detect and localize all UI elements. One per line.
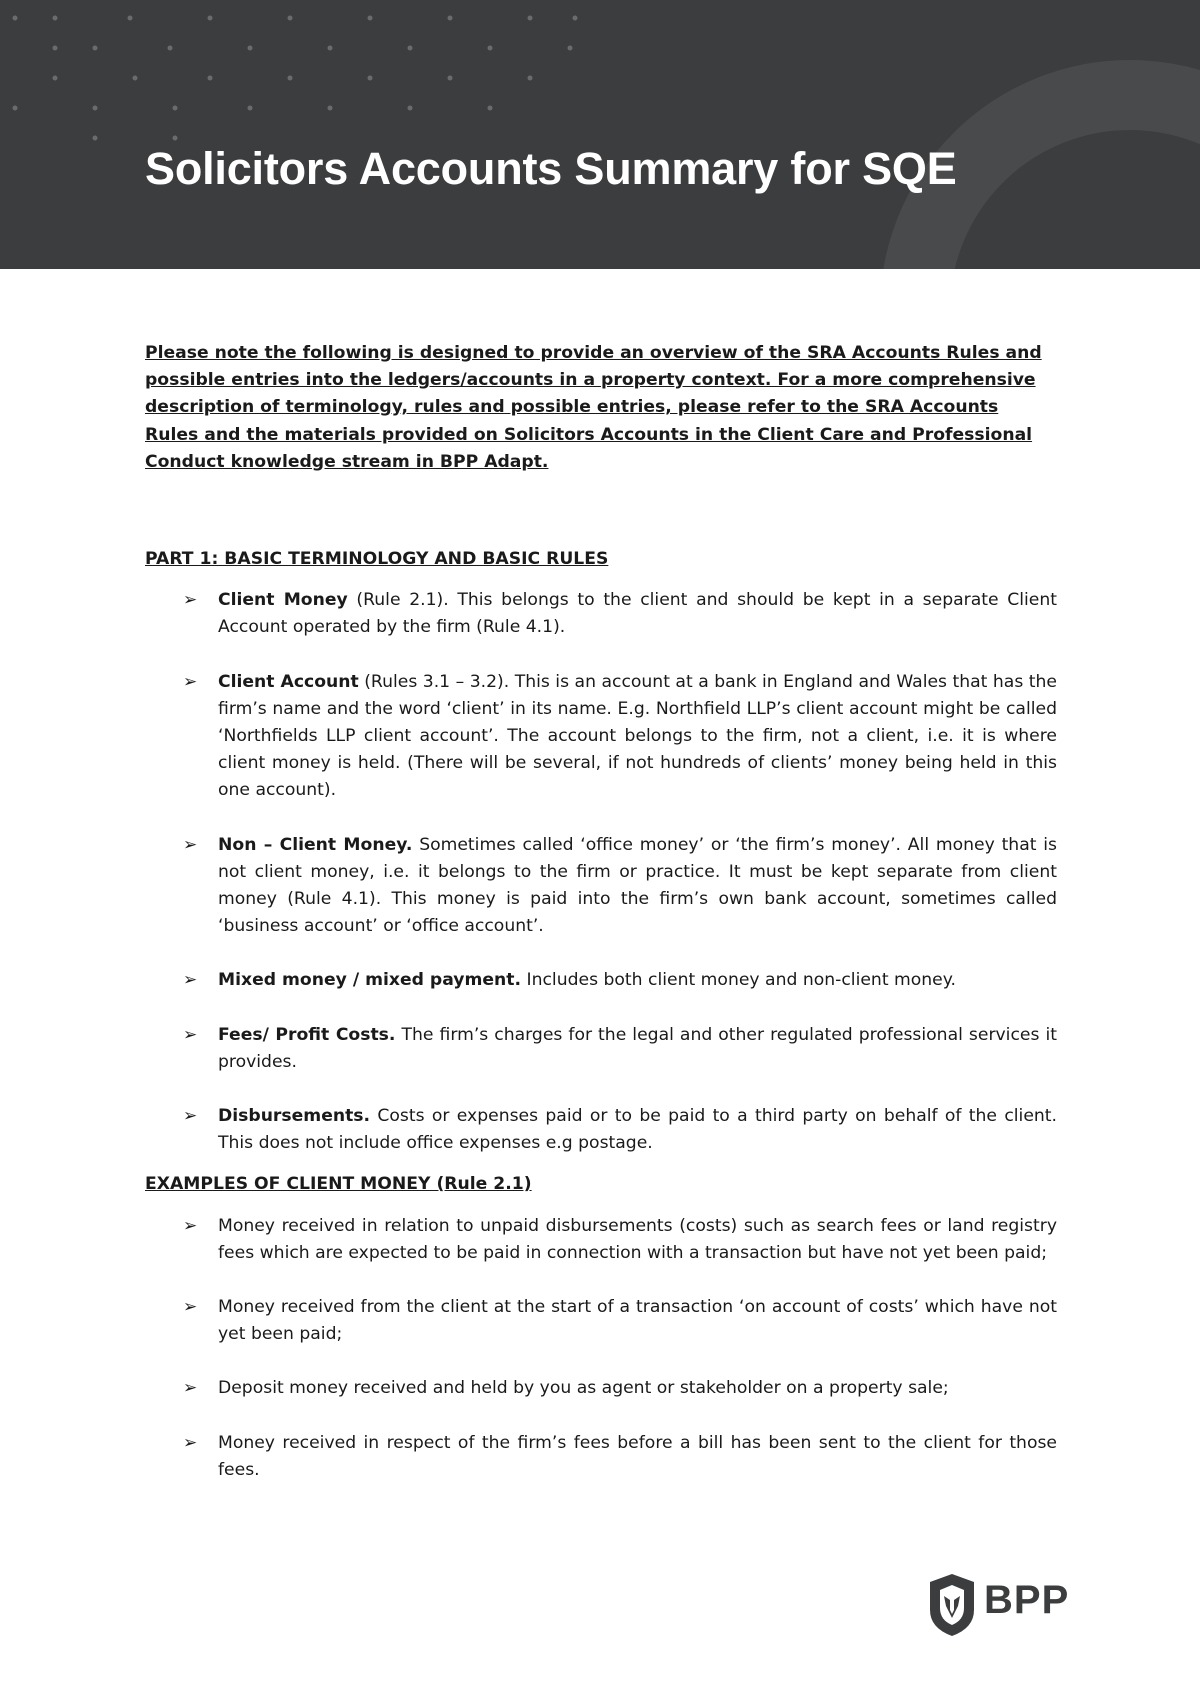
terminology-item	[145, 587, 1057, 641]
terminology-item	[145, 669, 1057, 805]
terminology-item	[145, 832, 1057, 941]
arrow-bullet-icon: ➢	[183, 1106, 198, 1127]
term-description: (Rule 2.1). This belongs to the client and should be kept in a separate Client Account operated by the firm (Rule 4.1).	[218, 590, 1057, 638]
term-label: Client Account	[218, 671, 359, 692]
arrow-bullet-icon: ➢	[183, 970, 198, 991]
term-label: Mixed money / mixed payment.	[218, 970, 522, 991]
term-description: (Rules 3.1 – 3.2). This is an account at a bank in England and Wales that has the firm’s name and the word ‘client’ in its name. E.g. Northfield LLP’s client account might be called ‘Northfields LLP client account’. The account belongs to the firm, not a client, i.e. it is where client money is held. (There will be several, if not hundreds of clients’ money being held in this one account).	[218, 671, 1057, 801]
term-label: Disbursements.	[218, 1106, 371, 1127]
example-item	[145, 1430, 1057, 1484]
terminology-item	[145, 1022, 1057, 1076]
arrow-bullet-icon: ➢	[183, 590, 198, 611]
intro-note: Please note the following is designed to provide an overview of the SRA Accounts Rules and possible entries into the ledgers/accounts in a property context. For a more comprehensive description of terminology, rules and possible entries, please refer to the SRA Accounts Rules and the materials provided on Solicitors Accounts in the Client Care and Professional Conduct knowledge stream in BPP Adapt.	[145, 343, 1042, 472]
dot-pattern-decoration	[0, 0, 600, 150]
arrow-bullet-icon: ➢	[183, 1432, 198, 1453]
terminology-item	[145, 1103, 1057, 1157]
example-item	[145, 1213, 1057, 1267]
arrow-bullet-icon: ➢	[183, 1024, 198, 1045]
term-label: Fees/ Profit Costs.	[218, 1024, 396, 1045]
part1-heading: PART 1: BASIC TERMINOLOGY AND BASIC RULES	[145, 549, 609, 570]
term-label: Client Money	[218, 590, 348, 611]
term-description: The firm’s charges for the legal and other regulated professional services it provides.	[218, 1024, 1057, 1072]
example-text: Money received in respect of the firm’s fees before a bill has been sent to the client for those fees.	[218, 1432, 1057, 1480]
example-text: Money received from the client at the start of a transaction ‘on account of costs’ which have not yet been paid;	[218, 1297, 1057, 1345]
term-description: Sometimes called ‘office money’ or ‘the firm’s money’. All money that is not client money, i.e. it belongs to the firm or practice. It must be kept separate from client money (Rule 4.1). This money is paid into the firm’s own bank account, sometimes called ‘business account’ or ‘office account’.	[218, 834, 1057, 937]
example-text: Money received in relation to unpaid disbursements (costs) such as search fees or land registry fees which are expected to be paid in connection with a transaction but have not yet been paid;	[218, 1215, 1057, 1263]
terminology-item	[145, 967, 1057, 994]
example-text: Deposit money received and held by you as agent or stakeholder on a property sale;	[218, 1378, 949, 1399]
term-description: Includes both client money and non-client money.	[521, 970, 956, 991]
header-banner	[0, 0, 1200, 269]
bpp-logo-text: BPP	[984, 1578, 1070, 1622]
examples-heading: EXAMPLES OF CLIENT MONEY (Rule 2.1)	[145, 1174, 532, 1195]
page-title: Solicitors Accounts Summary for SQE	[145, 143, 957, 194]
example-item	[145, 1294, 1057, 1348]
document-body	[145, 340, 1057, 1484]
arrow-bullet-icon: ➢	[183, 671, 198, 692]
examples-list	[145, 1213, 1057, 1484]
terminology-list	[145, 587, 1057, 1157]
arrow-bullet-icon: ➢	[183, 834, 198, 855]
example-item	[145, 1375, 1057, 1402]
term-description: Costs or expenses paid or to be paid to a third party on behalf of the client. This does not include office expenses e.g postage.	[218, 1106, 1057, 1154]
arrow-bullet-icon: ➢	[183, 1378, 198, 1399]
term-label: Non – Client Money.	[218, 834, 413, 855]
arrow-bullet-icon: ➢	[183, 1297, 198, 1318]
arrow-bullet-icon: ➢	[183, 1215, 198, 1236]
